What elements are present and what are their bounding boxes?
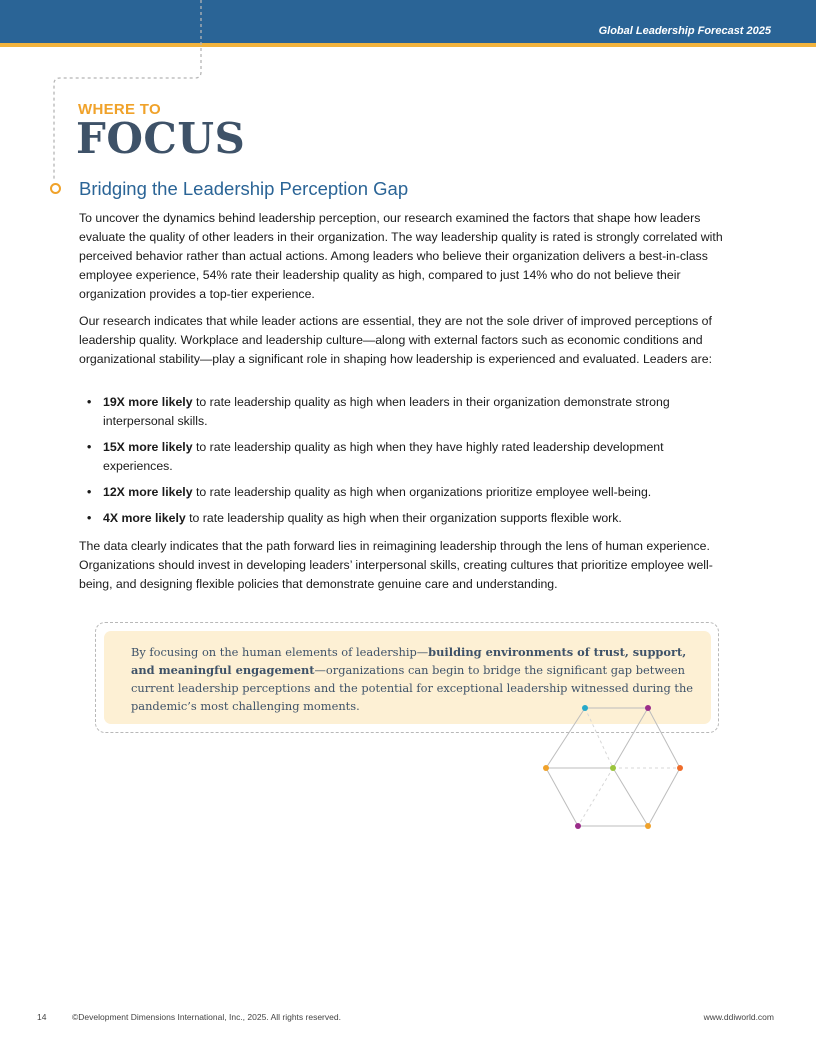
paragraph-intro: To uncover the dynamics behind leadership perception, our research examined the factors that shape how leaders evaluate the quality of other leaders in their organization. The way leadership quality is rated is strongly correlated with perceived behavior rather than actual actions. Among leaders who believe their organization delivers a best-in-class employee experience, 54% rate their leadership quality as high, compared to just 14% who do not believe their organization provides a top-tier experience. bbox=[79, 211, 723, 301]
list-item-text: to rate leadership quality as high when organizations prioritize employee well-being. bbox=[192, 485, 652, 499]
paragraph-conclusion: The data clearly indicates that the path forward lies in reimagining leadership through the lens of human experience. Organizations should invest in developing leaders’ interpersonal skills, creating cultures that prioritize employee well-being, and designing flexible policies that demonstrate genuine care and understanding. bbox=[79, 539, 713, 591]
list-item bbox=[79, 483, 699, 502]
page-number: 14 bbox=[37, 1012, 47, 1022]
list-item-emphasis: 12X more likely bbox=[103, 485, 193, 499]
paragraph-drivers: Our research indicates that while leader actions are essential, they are not the sole driver of improved perceptions of leadership quality. Workplace and leadership culture—along with external factors such as economic conditions and organizational stability—play a significant role in shaping how leadership is experienced and evaluated. Leaders are: bbox=[79, 314, 712, 366]
list-item-text: to rate leadership quality as high when their organization supports flexible work. bbox=[185, 511, 622, 525]
copyright-notice: ©Development Dimensions International, Inc., 2025. All rights reserved. bbox=[72, 1012, 341, 1022]
list-item bbox=[79, 509, 699, 528]
likelihood-list bbox=[79, 393, 699, 535]
list-item-emphasis: 19X more likely bbox=[103, 395, 193, 409]
hexagon-network-icon bbox=[540, 700, 690, 835]
list-item-text: to rate leadership quality as high when they have highly rated leadership development experiences. bbox=[103, 440, 664, 473]
page-title: FOCUS bbox=[76, 114, 246, 163]
list-item bbox=[79, 438, 699, 476]
callout-lead: By focusing on the human elements of leadership— bbox=[131, 645, 429, 659]
section-heading: Bridging the Leadership Perception Gap bbox=[79, 178, 409, 199]
report-title: Global Leadership Forecast 2025 bbox=[598, 25, 771, 37]
callout-emphasis: building environments of trust, support, and meaningful engagement bbox=[131, 645, 687, 677]
decorative-dashed-path bbox=[0, 0, 816, 200]
list-item-emphasis: 4X more likely bbox=[103, 511, 186, 525]
section-eyebrow: WHERE TO bbox=[78, 101, 161, 118]
list-item bbox=[79, 393, 699, 431]
callout-rest: —organizations can begin to bridge the significant gap between current leadership perceptions and the potential for exceptional leadership witnessed during the pandemic’s most challenging moments. bbox=[131, 663, 694, 713]
circle-marker-icon bbox=[50, 183, 61, 194]
list-item-text: to rate leadership quality as high when leaders in their organization demonstrate strong interpersonal skills. bbox=[103, 395, 670, 428]
website-link[interactable]: www.ddiworld.com bbox=[703, 1012, 774, 1022]
list-item-emphasis: 15X more likely bbox=[103, 440, 193, 454]
